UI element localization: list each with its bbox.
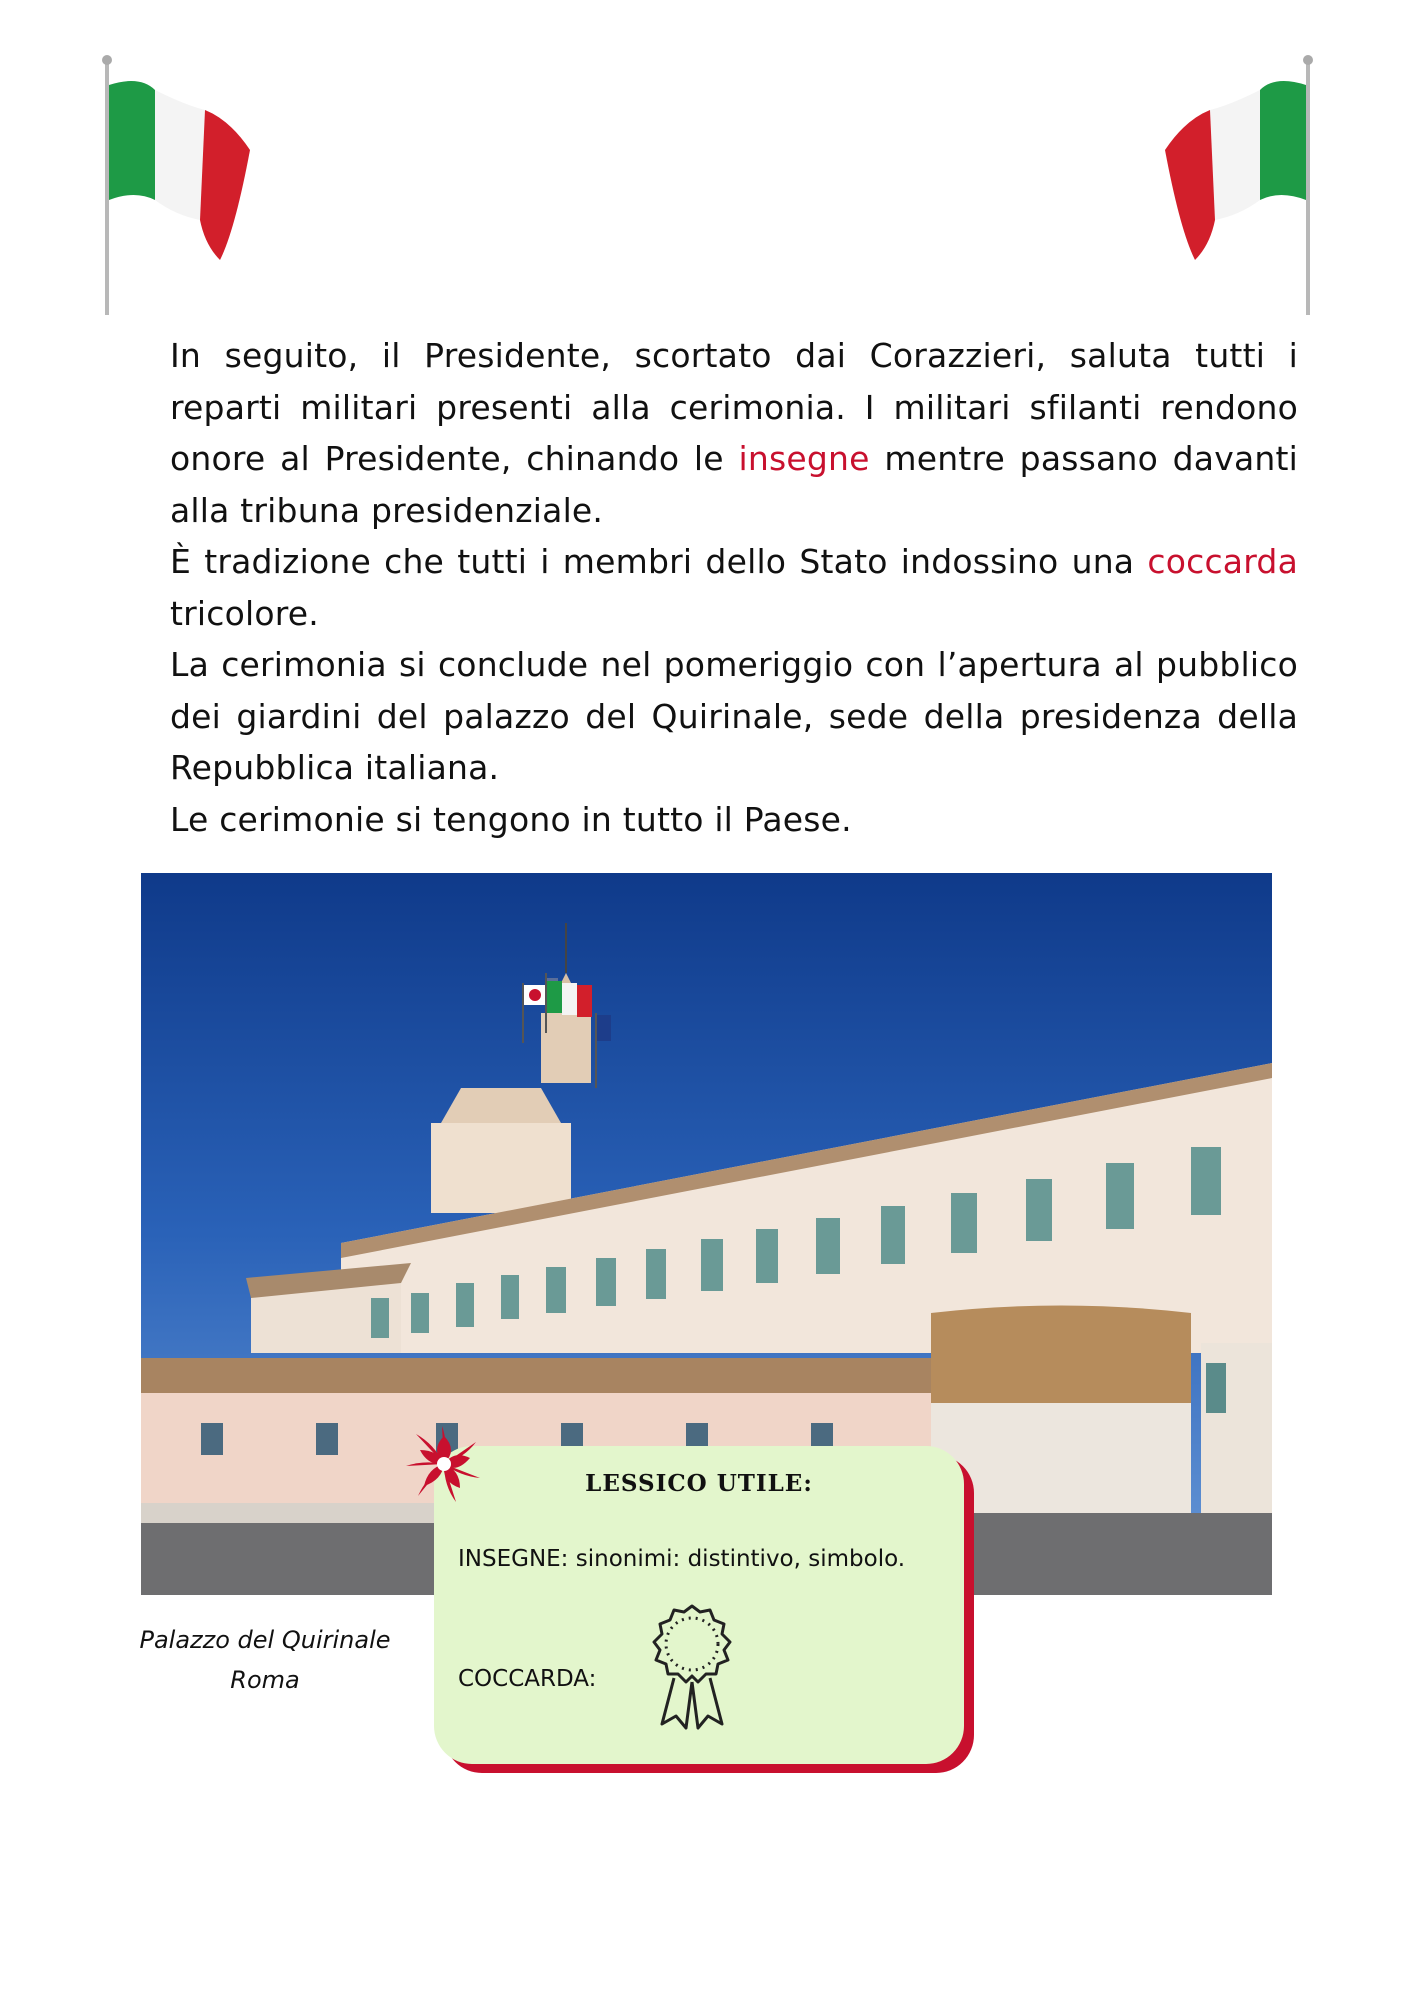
lessico-box xyxy=(434,1446,964,1764)
highlight-coccarda: coccarda xyxy=(1147,542,1298,581)
italian-flag-left-icon xyxy=(95,50,265,320)
paragraph-2-text-b: tricolore. xyxy=(170,593,320,633)
lessico-insegne: INSEGNE: sinonimi: distintivo, simbolo. xyxy=(458,1546,906,1572)
paragraph-3: La cerimonia si conclude nel pomeriggio con l’apertura al pubblico dei giardini del palazzo del Quirinale, sede della presidenza della Repubblica italiana. xyxy=(170,645,1298,787)
body-text xyxy=(170,330,1298,845)
paragraph-2-text-a: È tradizione che tutti i membri dello Stato indossino una xyxy=(170,542,1148,581)
lessico-coccarda: COCCARDA: xyxy=(458,1666,597,1692)
caption-line-1: Palazzo del Quirinale xyxy=(139,1626,391,1654)
photo-caption xyxy=(120,1620,410,1700)
paragraph-1 xyxy=(170,330,1298,536)
rosette-ribbon-icon xyxy=(640,1602,744,1734)
paragraph-1-text-b: mentre passano davanti alla tribuna presidenziale. xyxy=(170,439,1298,530)
caption-line-2: Roma xyxy=(230,1666,300,1694)
highlight-insegne: insegne xyxy=(738,439,870,478)
paragraph-1-text-a: In seguito, il Presidente, scortato dai Corazzieri, saluta tutti i reparti militari presenti alla cerimonia. I militari sfilanti rendono onore al Presidente, chinando le xyxy=(170,336,1298,478)
paragraph-4: Le cerimonie si tengono in tutto il Paese. xyxy=(170,799,852,839)
italian-flag-right-icon xyxy=(1150,50,1320,320)
red-flower-icon xyxy=(404,1424,484,1504)
paragraph-2 xyxy=(170,536,1298,639)
lessico-title: LESSICO UTILE: xyxy=(585,1470,813,1497)
